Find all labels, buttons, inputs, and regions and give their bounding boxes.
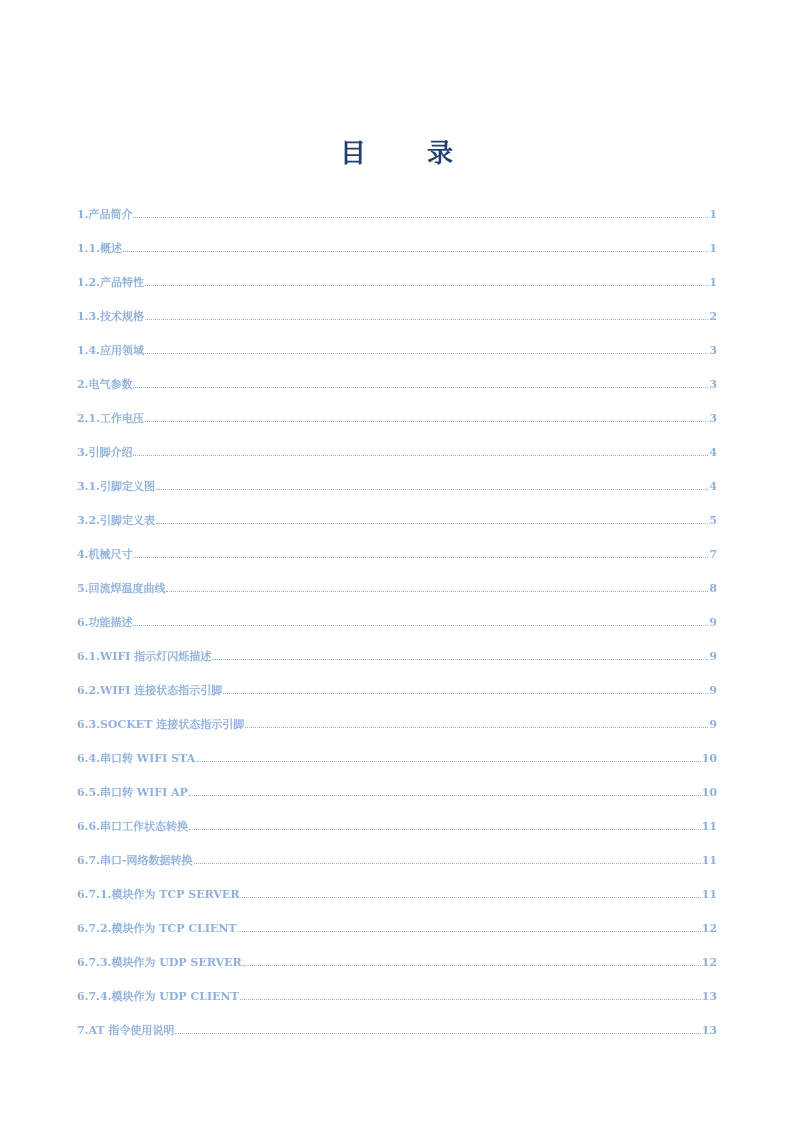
toc-entry-page-number: 11 bbox=[701, 854, 717, 867]
toc-entry-number: 2.1. bbox=[77, 412, 100, 425]
toc-entry-number: 6.6. bbox=[77, 820, 100, 833]
toc-entry-number: 3. bbox=[77, 446, 89, 459]
toc-entry-title: 工作电压 bbox=[99, 412, 144, 425]
toc-entry-page-number: 11 bbox=[701, 820, 717, 833]
toc-entry-number: 3.2. bbox=[77, 514, 100, 527]
toc-dot-leader bbox=[238, 919, 701, 932]
toc-dot-leader bbox=[133, 205, 708, 218]
toc-entry[interactable] bbox=[77, 579, 717, 613]
toc-dot-leader bbox=[175, 1021, 700, 1034]
toc-entry[interactable] bbox=[77, 1021, 717, 1055]
toc-entry-title: 模块作为 TCP SERVER bbox=[111, 888, 240, 901]
toc-dot-leader bbox=[133, 545, 708, 558]
toc-dot-leader bbox=[212, 647, 708, 660]
toc-entry-number: 1.4. bbox=[77, 344, 100, 357]
toc-entry-title: 技术规格 bbox=[99, 310, 144, 323]
toc-entry-page-number: 12 bbox=[701, 956, 717, 969]
toc-entry-number: 6.1. bbox=[77, 650, 100, 663]
toc-dot-leader bbox=[133, 375, 708, 388]
toc-entry-number: 1.1. bbox=[77, 242, 100, 255]
toc-dot-leader bbox=[166, 579, 708, 592]
toc-dot-leader bbox=[196, 749, 701, 762]
toc-entry-title: 模块作为 UDP SERVER bbox=[111, 956, 242, 969]
toc-entry-title: 应用领域 bbox=[99, 344, 144, 357]
toc-entry-page-number: 3 bbox=[709, 378, 717, 391]
toc-entry-number: 6.7.2. bbox=[77, 922, 112, 935]
toc-entry-title: SOCKET 连接状态指示引脚 bbox=[99, 718, 245, 731]
toc-entry-title: 串口转 WIFI STA bbox=[99, 752, 196, 765]
toc-entry-title: 功能描述 bbox=[88, 616, 133, 629]
toc-entry[interactable] bbox=[77, 477, 717, 511]
toc-entry-page-number: 3 bbox=[709, 344, 717, 357]
toc-entry-page-number: 3 bbox=[709, 412, 717, 425]
toc-entry-title: 引脚定义表 bbox=[99, 514, 155, 527]
toc-entry[interactable] bbox=[77, 783, 717, 817]
toc-entry-number: 1. bbox=[77, 208, 89, 221]
toc-entry[interactable] bbox=[77, 953, 717, 987]
toc-entry-number: 2. bbox=[77, 378, 89, 391]
toc-dot-leader bbox=[245, 715, 708, 728]
toc-entry-title: WIFI 连接状态指示引脚 bbox=[99, 684, 223, 697]
toc-entry[interactable] bbox=[77, 375, 717, 409]
toc-dot-leader bbox=[189, 817, 701, 830]
toc-entry[interactable] bbox=[77, 409, 717, 443]
toc-entry-page-number: 9 bbox=[709, 650, 717, 663]
toc-dot-leader bbox=[243, 953, 701, 966]
table-of-contents bbox=[77, 205, 717, 1055]
toc-entry-title: 串口工作状态转换 bbox=[99, 820, 188, 833]
toc-entry-page-number: 13 bbox=[701, 990, 717, 1003]
toc-dot-leader bbox=[156, 477, 708, 490]
toc-entry-page-number: 5 bbox=[709, 514, 717, 527]
toc-entry[interactable] bbox=[77, 307, 717, 341]
toc-entry-title: 引脚介绍 bbox=[88, 446, 133, 459]
toc-entry[interactable] bbox=[77, 715, 717, 749]
toc-entry[interactable] bbox=[77, 239, 717, 273]
toc-entry-number: 6.3. bbox=[77, 718, 100, 731]
toc-entry-title: 模块作为 TCP CLIENT bbox=[111, 922, 237, 935]
toc-dot-leader bbox=[194, 851, 701, 864]
toc-entry-number: 6. bbox=[77, 616, 89, 629]
toc-entry-page-number: 4 bbox=[709, 480, 717, 493]
toc-entry[interactable] bbox=[77, 681, 717, 715]
toc-entry-number: 6.4. bbox=[77, 752, 100, 765]
toc-entry-number: 1.3. bbox=[77, 310, 100, 323]
toc-dot-leader bbox=[145, 341, 708, 354]
toc-entry-page-number: 1 bbox=[709, 242, 717, 255]
toc-entry[interactable] bbox=[77, 613, 717, 647]
toc-title: 目 录 bbox=[339, 139, 480, 169]
toc-entry[interactable] bbox=[77, 341, 717, 375]
toc-entry[interactable] bbox=[77, 817, 717, 851]
toc-entry-page-number: 7 bbox=[709, 548, 717, 561]
toc-entry-number: 5. bbox=[77, 582, 89, 595]
toc-dot-leader bbox=[240, 987, 701, 1000]
toc-entry-page-number: 4 bbox=[709, 446, 717, 459]
toc-dot-leader bbox=[123, 239, 708, 252]
toc-entry-number: 6.7.1. bbox=[77, 888, 112, 901]
toc-entry-title: AT 指令使用说明 bbox=[88, 1024, 175, 1037]
toc-dot-leader bbox=[145, 307, 708, 320]
toc-entry-number: 6.7.4. bbox=[77, 990, 112, 1003]
toc-entry-page-number: 13 bbox=[701, 1024, 717, 1037]
toc-entry-page-number: 11 bbox=[701, 888, 717, 901]
toc-entry-number: 6.2. bbox=[77, 684, 100, 697]
toc-entry-number: 6.7. bbox=[77, 854, 100, 867]
toc-entry-number: 3.1. bbox=[77, 480, 100, 493]
toc-entry[interactable] bbox=[77, 987, 717, 1021]
toc-dot-leader bbox=[189, 783, 701, 796]
toc-entry-page-number: 9 bbox=[709, 718, 717, 731]
toc-entry-page-number: 1 bbox=[709, 208, 717, 221]
toc-entry-title: 回流焊温度曲线 bbox=[88, 582, 166, 595]
toc-entry-title: 产品特性 bbox=[99, 276, 144, 289]
toc-entry[interactable] bbox=[77, 851, 717, 885]
toc-entry-number: 4. bbox=[77, 548, 89, 561]
toc-entry[interactable] bbox=[77, 545, 717, 579]
toc-entry[interactable] bbox=[77, 273, 717, 307]
toc-entry-page-number: 10 bbox=[701, 786, 717, 799]
toc-entry-number: 6.5. bbox=[77, 786, 100, 799]
toc-entry[interactable] bbox=[77, 749, 717, 783]
toc-entry-title: WIFI 指示灯闪烁描述 bbox=[99, 650, 212, 663]
toc-dot-leader bbox=[156, 511, 708, 524]
toc-entry-title: 模块作为 UDP CLIENT bbox=[111, 990, 239, 1003]
toc-entry-title: 串口转 WIFI AP bbox=[99, 786, 188, 799]
toc-entry-page-number: 9 bbox=[709, 616, 717, 629]
toc-entry-page-number: 1 bbox=[709, 276, 717, 289]
toc-dot-leader bbox=[240, 885, 700, 898]
toc-dot-leader bbox=[133, 613, 708, 626]
toc-entry-title: 概述 bbox=[99, 242, 122, 255]
toc-entry-title: 机械尺寸 bbox=[88, 548, 133, 561]
toc-dot-leader bbox=[145, 273, 708, 286]
toc-entry-title: 串口-网络数据转换 bbox=[99, 854, 193, 867]
toc-entry[interactable] bbox=[77, 885, 717, 919]
toc-entry-title: 产品简介 bbox=[88, 208, 133, 221]
toc-dot-leader bbox=[223, 681, 708, 694]
toc-entry-title: 引脚定义图 bbox=[99, 480, 155, 493]
toc-entry-page-number: 9 bbox=[709, 684, 717, 697]
toc-entry-page-number: 10 bbox=[701, 752, 717, 765]
toc-entry[interactable] bbox=[77, 919, 717, 953]
toc-entry[interactable] bbox=[77, 647, 717, 681]
toc-entry-number: 6.7.3. bbox=[77, 956, 112, 969]
toc-entry-number: 1.2. bbox=[77, 276, 100, 289]
toc-entry[interactable] bbox=[77, 511, 717, 545]
toc-entry-page-number: 8 bbox=[709, 582, 717, 595]
toc-entry-page-number: 12 bbox=[701, 922, 717, 935]
toc-entry-page-number: 2 bbox=[709, 310, 717, 323]
toc-dot-leader bbox=[133, 443, 708, 456]
toc-dot-leader bbox=[145, 409, 708, 422]
toc-entry[interactable] bbox=[77, 205, 717, 239]
toc-entry-title: 电气参数 bbox=[88, 378, 133, 391]
toc-entry-number: 7. bbox=[77, 1024, 89, 1037]
toc-entry[interactable] bbox=[77, 443, 717, 477]
